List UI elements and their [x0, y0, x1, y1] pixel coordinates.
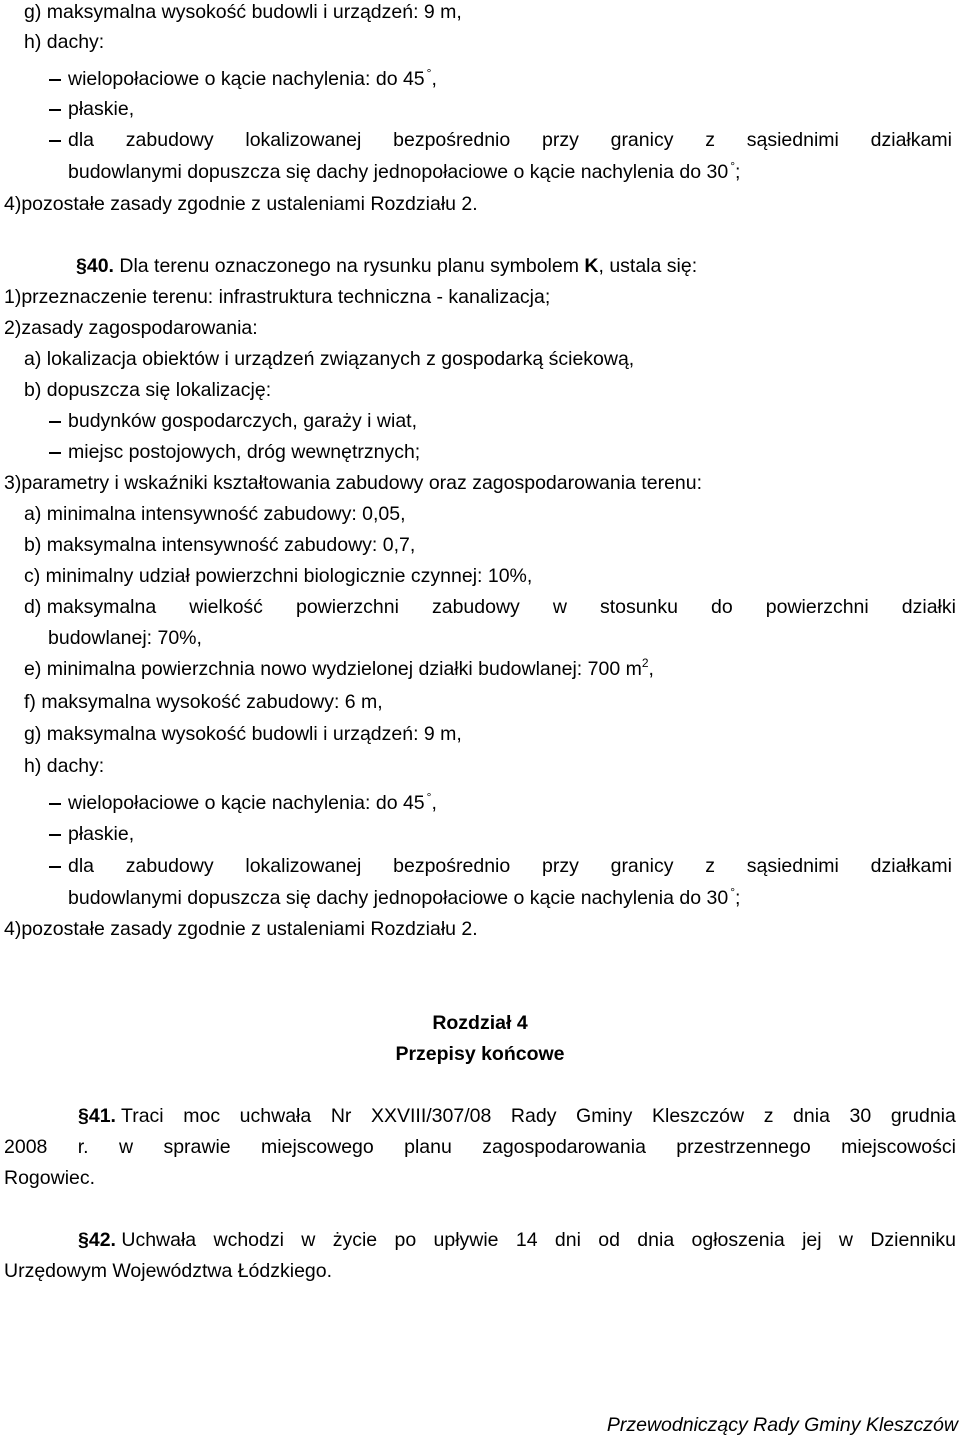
list-item-text: budowlanymi dopuszcza się dachy jednopołaciowe o kącie nachylenia do 30: [68, 161, 729, 183]
justified-line: [68, 854, 952, 878]
word: powierzchni: [765, 596, 869, 618]
paragraph-lead: [78, 1228, 196, 1252]
word: bezpośrednio: [393, 855, 511, 877]
degree-symbol: °: [730, 885, 735, 899]
text-line: h) dachy:: [24, 31, 105, 53]
list-item-continuation: [68, 886, 740, 912]
justified-line: [78, 1228, 956, 1252]
word: ogłoszenia: [691, 1229, 785, 1251]
word: planu: [404, 1136, 452, 1158]
word: 30: [849, 1105, 872, 1127]
word: działkami: [870, 855, 952, 877]
paragraph-lead: [78, 1104, 164, 1128]
list-item-text: wielopołaciowe o kącie nachylenia: do 45: [68, 68, 425, 90]
punctuation: ;: [735, 887, 741, 909]
signature-line: Przewodniczący Rady Gminy Kleszczów: [606, 1414, 958, 1436]
list-item: budynków gospodarczych, garaży i wiat,: [68, 410, 418, 432]
chapter-subtitle: Przepisy końcowe: [395, 1043, 565, 1065]
word: wchodzi: [213, 1229, 284, 1251]
punctuation: ;: [735, 161, 741, 183]
justified-line: [24, 595, 956, 619]
word: grudnia: [890, 1105, 956, 1127]
word: w: [301, 1229, 316, 1251]
word: Traci: [121, 1105, 164, 1127]
dash-bullet: [49, 452, 61, 454]
word: sąsiednimi: [746, 855, 839, 877]
superscript: 2: [641, 656, 649, 670]
text-line: h) dachy:: [24, 755, 105, 777]
word: sąsiednimi: [746, 129, 839, 151]
justified-line: [78, 1104, 956, 1128]
text-line: budowlanej: 70%,: [48, 627, 202, 649]
word: jej: [802, 1229, 822, 1251]
word: lokalizowanej: [245, 855, 362, 877]
text-line: [24, 657, 654, 683]
text-line: f) maksymalna wysokość zabudowy: 6 m,: [24, 691, 383, 713]
list-item-text: budowlanymi dopuszcza się dachy jednopołaciowe o kącie nachylenia do 30: [68, 887, 729, 909]
word: stosunku: [599, 596, 678, 618]
text-line: 2)zasady zagospodarowania:: [4, 317, 258, 339]
dash-bullet: [49, 834, 61, 836]
dash-bullet: [49, 421, 61, 423]
zone-symbol: K: [584, 255, 599, 277]
list-item: płaskie,: [68, 98, 135, 120]
chapter-title: Rozdział 4: [432, 1012, 528, 1034]
text-line: Urzędowym Województwa Łódzkiego.: [4, 1260, 333, 1282]
list-item: miejsc postojowych, dróg wewnętrznych;: [68, 441, 421, 463]
paragraph-number: §41.: [78, 1105, 116, 1127]
word: miejscowego: [261, 1136, 374, 1158]
word: dni: [554, 1229, 581, 1251]
word: wielkość: [189, 596, 263, 618]
list-item: płaskie,: [68, 823, 135, 845]
text: e) minimalna powierzchnia nowo wydzielonej działki budowlanej: 700 m: [24, 658, 642, 680]
word: zabudowy: [125, 129, 214, 151]
word: w: [118, 1136, 134, 1158]
word: moc: [183, 1105, 221, 1127]
word: działki: [901, 596, 956, 618]
word: Rady: [510, 1105, 557, 1127]
word: zagospodarowania: [482, 1136, 646, 1158]
text-line: 1)przeznaczenie terenu: infrastruktura techniczna - kanalizacja;: [4, 286, 551, 308]
punctuation: ,: [648, 658, 654, 680]
text-line: b) dopuszcza się lokalizację:: [24, 379, 272, 401]
text-line: a) minimalna intensywność zabudowy: 0,05,: [24, 503, 406, 525]
word: granicy: [610, 855, 674, 877]
text-line: b) maksymalna intensywność zabudowy: 0,7,: [24, 534, 416, 556]
text-line: Rogowiec.: [4, 1167, 96, 1189]
word: do: [711, 596, 733, 618]
paragraph-number: §40.: [76, 255, 114, 277]
word: działkami: [870, 129, 952, 151]
word: Gminy: [576, 1105, 633, 1127]
degree-symbol: °: [730, 159, 735, 173]
text-line: 4)pozostałe zasady zgodnie z ustaleniami Rozdziału 2.: [4, 918, 478, 940]
text-line: 3)parametry i wskaźniki kształtowania zabudowy oraz zagospodarowania terenu:: [4, 472, 703, 494]
paragraph-text: Dla terenu oznaczonego na rysunku planu symbolem: [113, 255, 585, 277]
list-item: [68, 791, 437, 817]
word: bezpośrednio: [393, 129, 511, 151]
word: lokalizowanej: [245, 129, 362, 151]
degree-symbol: °: [426, 790, 432, 804]
dash-bullet: [49, 79, 61, 81]
text-line: g) maksymalna wysokość budowli i urządzeń: 9 m,: [24, 1, 462, 23]
word: dla: [68, 855, 95, 877]
word: dla: [68, 129, 95, 151]
punctuation: ,: [431, 68, 437, 90]
paragraph-number: §42.: [78, 1229, 116, 1251]
word: dnia: [793, 1105, 830, 1127]
word: w: [552, 596, 567, 618]
paragraph-text: , ustala się:: [598, 255, 698, 277]
word: XXVIII/307/08: [370, 1105, 492, 1127]
text-line: g) maksymalna wysokość budowli i urządzeń: 9 m,: [24, 723, 462, 745]
word: z: [705, 129, 715, 151]
word: z: [763, 1105, 774, 1127]
word: Kleszczów: [651, 1105, 745, 1127]
word: miejscowości: [841, 1136, 956, 1158]
degree-symbol: °: [426, 66, 432, 80]
dash-bullet: [49, 866, 61, 868]
word: Uchwała: [121, 1229, 197, 1251]
word: Nr: [330, 1105, 352, 1127]
word: zabudowy: [125, 855, 214, 877]
word: zabudowy: [431, 596, 520, 618]
justified-line: [4, 1135, 956, 1159]
text-line: 4)pozostałe zasady zgodnie z ustaleniami Rozdziału 2.: [4, 193, 478, 215]
word: przestrzennego: [676, 1136, 811, 1158]
word: granicy: [610, 129, 674, 151]
dash-bullet: [49, 140, 61, 142]
word: przy: [541, 129, 579, 151]
word: z: [705, 855, 715, 877]
word: sprawie: [163, 1136, 231, 1158]
word: powierzchni: [295, 596, 399, 618]
word: życie: [332, 1229, 378, 1251]
list-item-continuation: [68, 160, 740, 186]
word: po: [394, 1229, 417, 1251]
word: upływie: [433, 1229, 499, 1251]
list-item: [68, 67, 437, 93]
text-line: a) lokalizacja obiektów i urządzeń związanych z gospodarką ściekową,: [24, 348, 635, 370]
punctuation: ,: [431, 792, 437, 814]
text-line: c) minimalny udział powierzchni biologicznie czynnej: 10%,: [24, 565, 533, 587]
word: przy: [541, 855, 579, 877]
word: r.: [77, 1136, 89, 1158]
paragraph-heading: [76, 254, 697, 278]
word: 14: [515, 1229, 538, 1251]
dash-bullet: [49, 109, 61, 111]
word: od: [598, 1229, 620, 1251]
dash-bullet: [49, 803, 61, 805]
word: w: [838, 1229, 853, 1251]
word: 2008: [4, 1136, 48, 1158]
word: dnia: [637, 1229, 675, 1251]
list-item-text: wielopołaciowe o kącie nachylenia: do 45: [68, 792, 425, 814]
word: uchwała: [239, 1105, 312, 1127]
justified-line: [68, 128, 952, 152]
word: Dzienniku: [870, 1229, 956, 1251]
word: d) maksymalna: [24, 596, 157, 618]
